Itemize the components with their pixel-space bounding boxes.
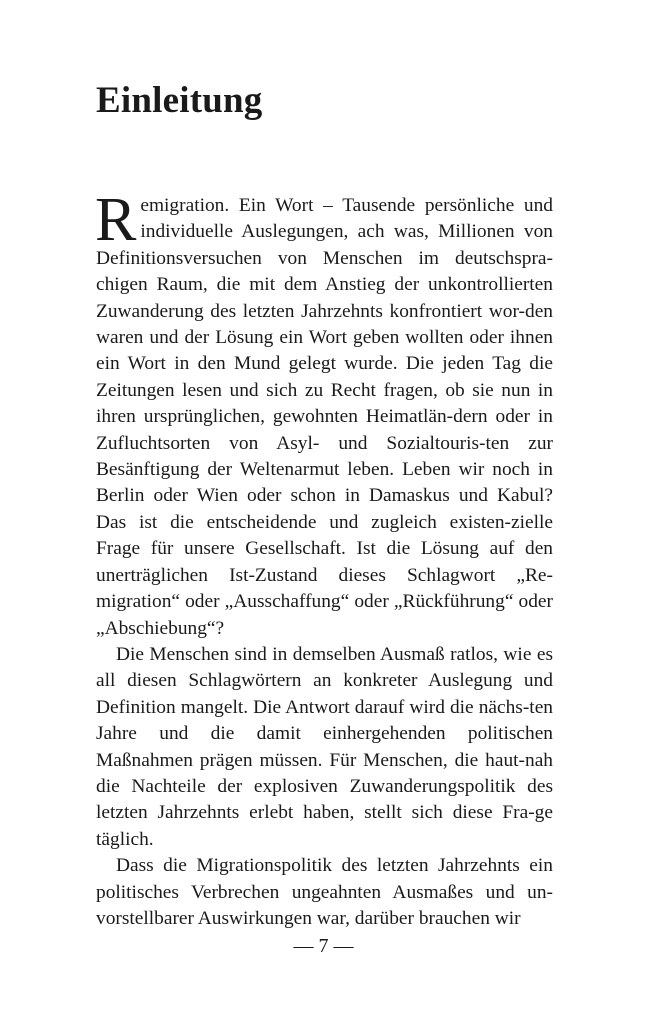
page-number: — 7 — bbox=[293, 935, 354, 957]
paragraph-1 bbox=[95, 186, 553, 642]
paragraph-2 bbox=[96, 642, 553, 853]
chapter-title: Einleitung bbox=[96, 80, 263, 121]
drop-cap-initial: R bbox=[95, 186, 137, 254]
paragraph-1-text: emigration. Ein Wort – Tausende persönliche und individuelle Auslegungen, ach was, Millionen von Definitionsversuchen von Menschen im deutschspra-chigen Raum, die mit dem Anstieg der unkontrollierten Zuwanderung des letzten Jahrzehnts konfrontiert wor-den waren und der Lösung ein Wort geben wollten oder ihnen ein Wort in den Mund gelegt wurde. Die jeden Tag die Zeitungen lesen und sich zu Recht fragen, ob sie nun in ihren ursprünglichen, gewohnten Heimatlän-dern oder in Zufluchtsorten von Asyl- und Sozialtouris-ten zur Besänftigung der Weltenarmut leben. Leben wir noch in Berlin oder Wien oder schon in Damaskus und Kabul? Das ist die entscheidende und zugleich existen-zielle Frage für unsere Gesellschaft. Ist die Lösung auf den unerträglichen Ist-Zustand dieses Schlagwort „Re-migration“ oder „Ausschaffung“ oder „Rückführung“ oder „Abschiebung“? bbox=[96, 195, 553, 639]
body-text bbox=[95, 186, 553, 932]
paragraph-3-text: Dass die Migrationspolitik des letzten Jahrzehnts ein politisches Verbrechen ungeahnten Ausmaßes und un-vorstellbarer Auswirkungen war, darüber brauchen wir bbox=[96, 855, 553, 929]
paragraph-2-text: Die Menschen sind in demselben Ausmaß ratlos, wie es all diesen Schlagwörtern an konkreter Auslegung und Definition mangelt. Die Antwort darauf wird die nächs-ten Jahre und die damit einhergehenden politischen Maßnahmen prägen müssen. Für Menschen, die haut-nah die Nachteile der explosiven Zuwanderungspolitik des letzten Jahrzehnts erlebt haben, stellt sich diese Fra-ge täglich. bbox=[96, 643, 553, 850]
paragraph-3 bbox=[96, 853, 553, 932]
